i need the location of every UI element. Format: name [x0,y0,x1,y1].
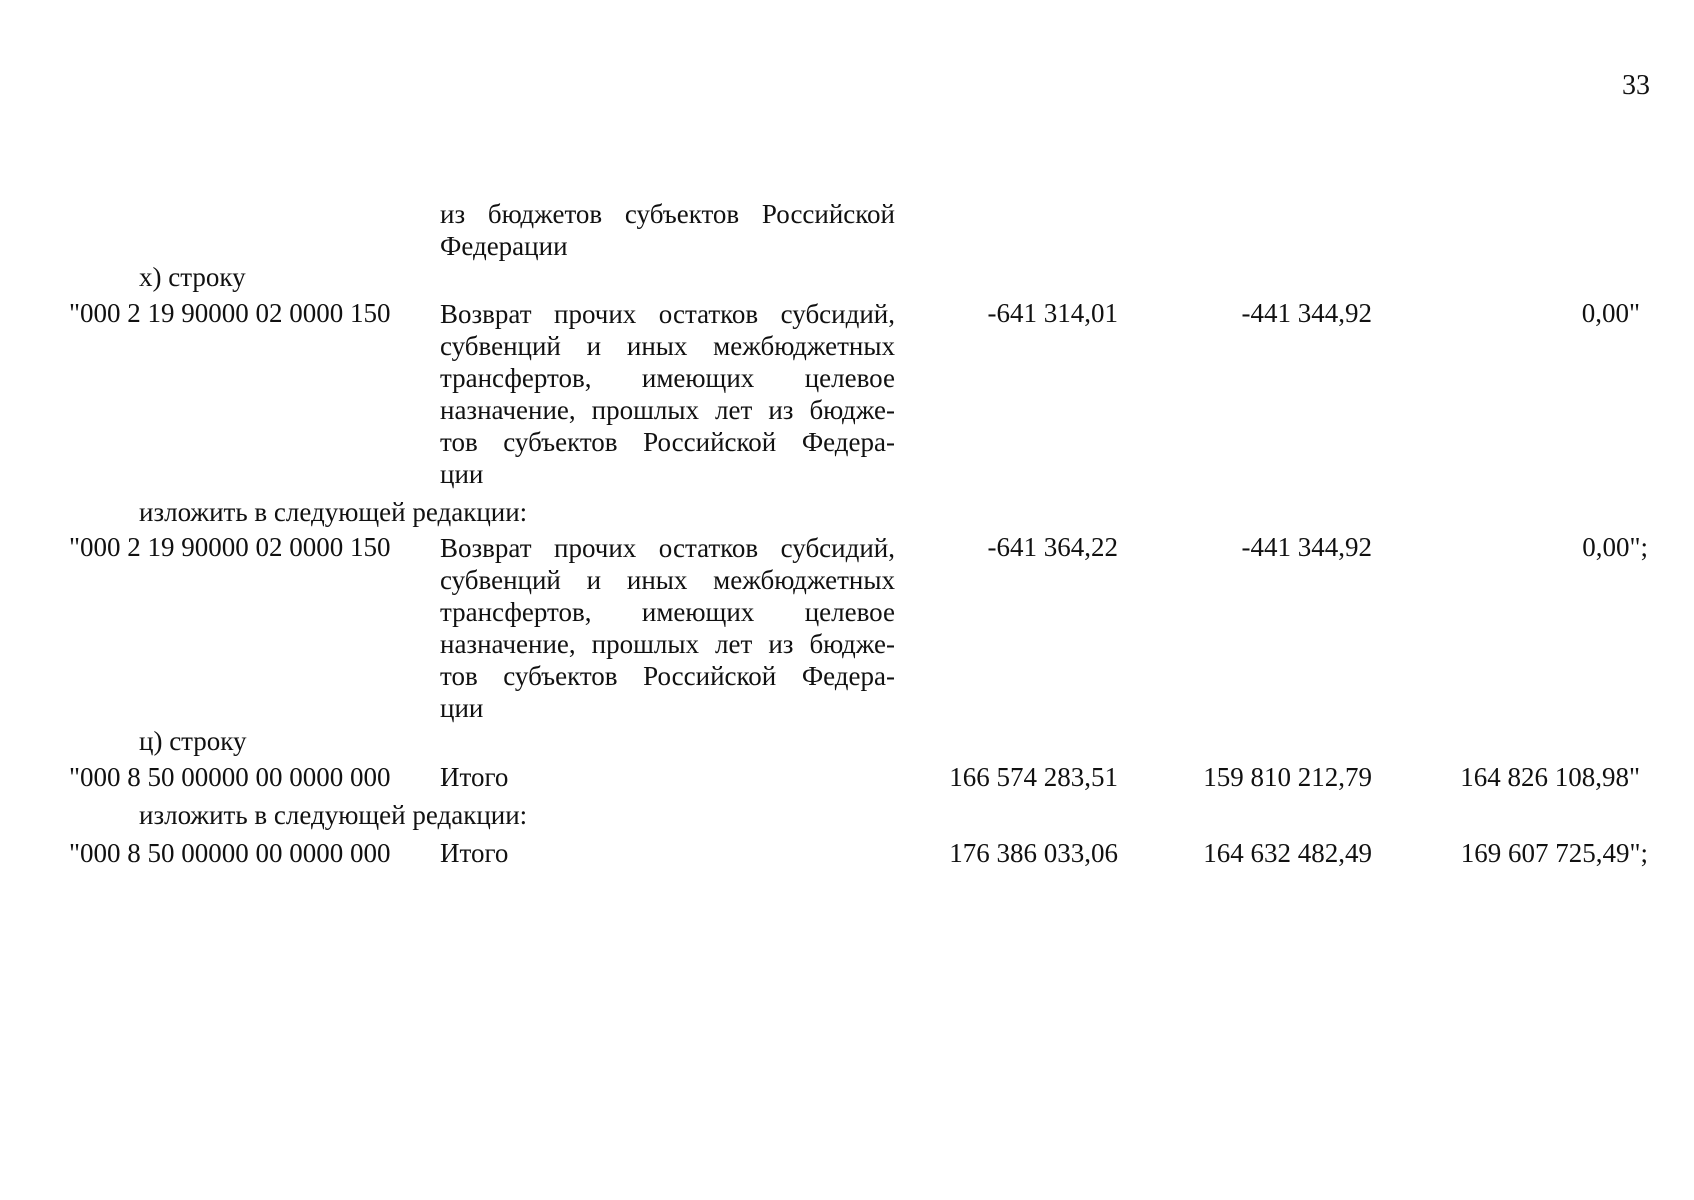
section-ts-old-value-1: 166 574 283,51 [949,762,1118,792]
section-x-new-value-1: -641 364,22 [987,532,1118,562]
section-x-new-value-2: -441 344,92 [1241,532,1372,562]
desc-line: Возврат прочих остатков субсидий, [440,299,895,329]
section-ts-instruction: ц) строку [139,726,247,756]
section-x-old-value-3: 0,00" [1581,298,1640,328]
section-ts-new-value-2: 164 632 482,49 [1203,838,1372,868]
desc-line: тов субъектов Российской Федера- [440,661,895,691]
desc-line: назначение, прошлых лет из бюдже- [440,395,895,425]
section-x-new-description [440,532,895,724]
section-ts-old-code: "000 8 50 00000 00 0000 000 [69,762,391,792]
section-ts-old-description: Итого [440,762,509,792]
section-ts-replace-instruction: изложить в следующей редакции: [139,800,528,830]
desc-line: трансфертов, имеющих целевое [440,363,895,393]
desc-line: назначение, прошлых лет из бюдже- [440,629,895,659]
section-x-new-value-3: 0,00"; [1582,532,1648,562]
section-ts-old-value-2: 159 810 212,79 [1203,762,1372,792]
top-fragment-description [440,198,895,262]
desc-line: ции [440,693,484,723]
section-x-old-value-1: -641 314,01 [987,298,1118,328]
desc-line: трансфертов, имеющих целевое [440,597,895,627]
desc-line: субвенций и иных межбюджетных [440,565,895,595]
section-ts-new-code: "000 8 50 00000 00 0000 000 [69,838,391,868]
section-x-old-value-2: -441 344,92 [1241,298,1372,328]
desc-line: ции [440,459,484,489]
section-x-old-description [440,298,895,490]
section-x-replace-instruction: изложить в следующей редакции: [139,497,528,527]
section-x-old-code: "000 2 19 90000 02 0000 150 [69,298,391,328]
desc-line: Федерации [440,231,568,261]
section-ts-new-value-1: 176 386 033,06 [949,838,1118,868]
section-ts-new-value-3: 169 607 725,49"; [1460,838,1648,868]
section-x-instruction: х) строку [139,262,246,292]
desc-line: тов субъектов Российской Федера- [440,427,895,457]
section-x-new-code: "000 2 19 90000 02 0000 150 [69,532,391,562]
section-ts-new-description: Итого [440,838,509,868]
desc-line: из бюджетов субъектов Российской [440,199,895,229]
desc-line: субвенций и иных межбюджетных [440,331,895,361]
section-ts-old-value-3: 164 826 108,98" [1460,762,1640,792]
desc-line: Возврат прочих остатков субсидий, [440,533,895,563]
page-number: 33 [1622,70,1650,101]
